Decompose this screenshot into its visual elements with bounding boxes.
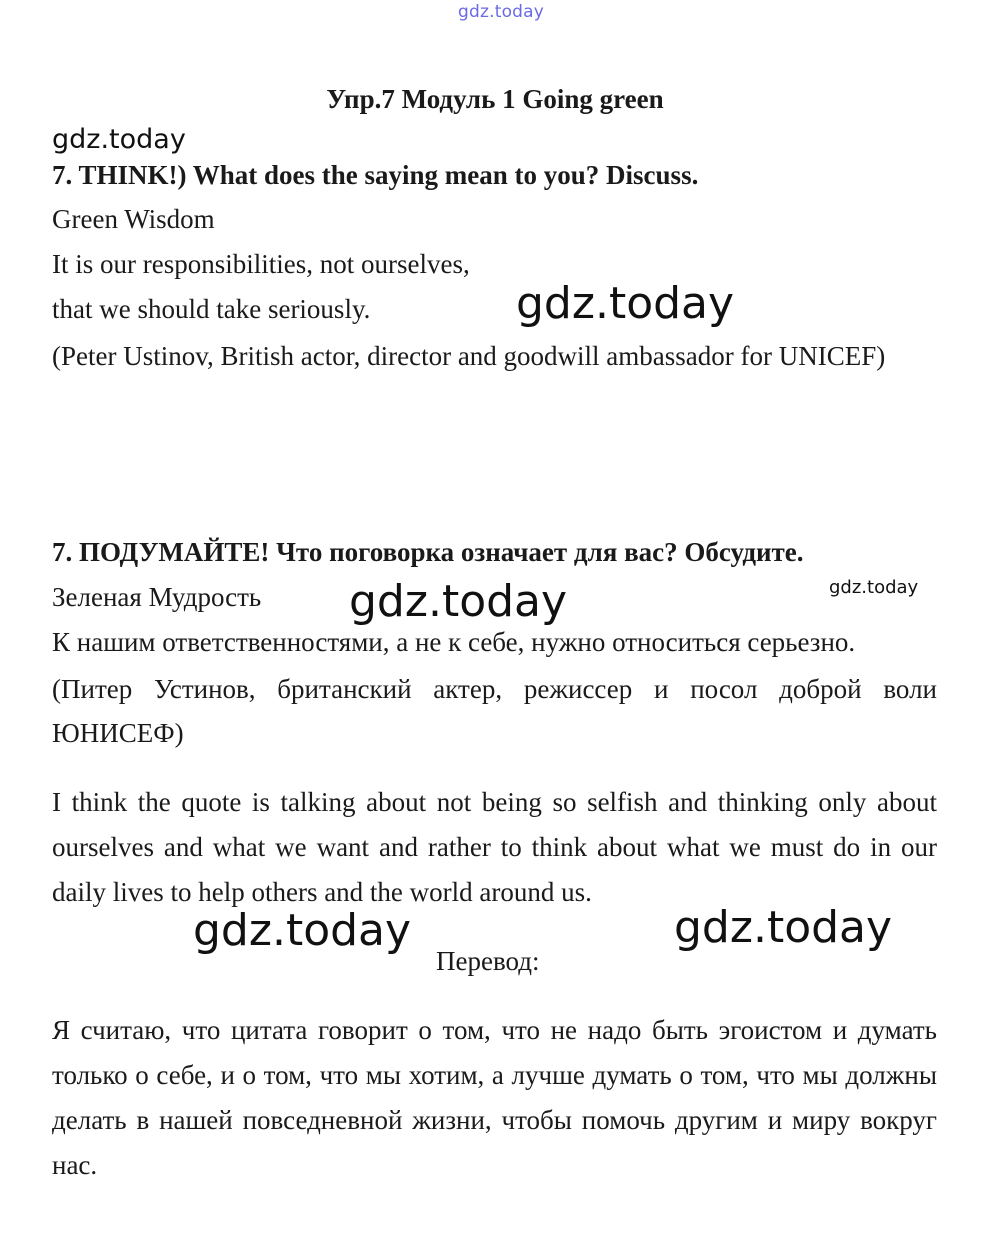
quote-line-ru: К нашим ответственностями, а не к себе, нужно относиться серьезно. (52, 627, 856, 657)
watermark: gdz.today (829, 577, 919, 598)
watermark: gdz.today (674, 902, 893, 953)
quote-title-ru: Зеленая Мудрость (52, 582, 262, 612)
quote-line-1-en: It is our responsibilities, not ourselves, (52, 249, 470, 279)
watermark: gdz.today (349, 576, 568, 627)
site-watermark-link[interactable]: gdz.today (458, 2, 545, 22)
quote-line-2-en: that we should take seriously. (52, 294, 371, 324)
quote-source-en: (Peter Ustinov, British actor, director and goodwill ambassador for UNICEF) (52, 341, 886, 371)
quote-title-en: Green Wisdom (52, 204, 215, 234)
answer-en: I think the quote is talking about not being so selfish and thinking only about ourselves and what we want and rather to think about what we must do in our daily lives to help others and the world around us. (52, 787, 937, 907)
task-heading-ru: 7. ПОДУМАЙТЕ! Что поговорка означает для вас? Обсудите. (52, 537, 804, 567)
quote-source-ru: (Питер Устинов, британский актер, режиссер и посол доброй воли ЮНИСЕФ) (52, 674, 937, 748)
watermark: gdz.today (52, 124, 186, 155)
task-heading-en: 7. THINK!) What does the saying mean to you? Discuss. (52, 160, 699, 190)
watermark: gdz.today (193, 905, 412, 956)
page-title: Упр.7 Модуль 1 Going green (326, 84, 664, 114)
translation-label: Перевод: (436, 946, 540, 976)
watermark: gdz.today (516, 278, 735, 329)
answer-ru: Я считаю, что цитата говорит о том, что не надо быть эгоистом и думать только о себе, и о том, что мы хотим, а лучше думать о том, что мы должны делать в нашей повседневной жизни, чтобы помочь другим и миру вокруг нас. (52, 1015, 937, 1180)
